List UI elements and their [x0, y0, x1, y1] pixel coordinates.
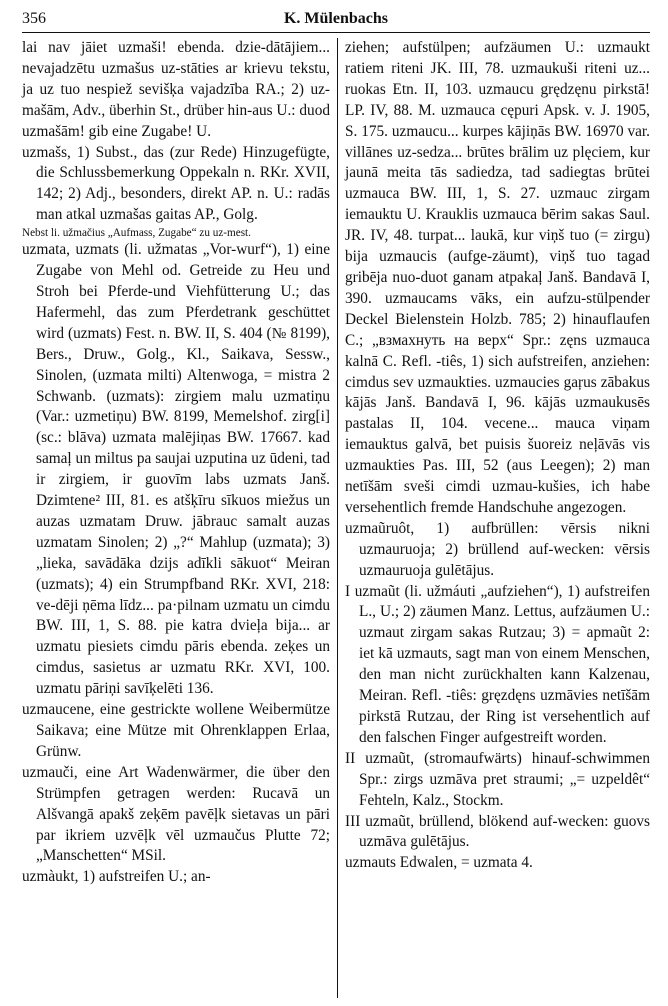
entry-uzmauci: uzmauči, eine Art Wadenwärmer, die über den Strümpfen getragen werden: Rucavā un Alšvangā apakš zeķēm pavēļk sietavas un pāri par ikriem uzvēļk vēl uzmaučus Plutte 72; „Manschetten“ MSil.: [22, 763, 330, 865]
entry-uzmaukt: uzmàukt, 1) aufstreifen U.; an-: [22, 868, 211, 886]
entry-uzmass: uzmašs, 1) Subst., das (zur Rede) Hinzugefügte, die Schlussbemerkung Oppekaln n. RKr. XVII, 142; 2) Adj., besonders, direkt AP. n. U.: radās man atkal uzmašas gaitas AP., Golg.: [22, 143, 330, 224]
entry-uzmaucene: uzmaucene, eine gestrickte wollene Weibermütze Saikava; eine Mütze mit Ohrenklappen Erlaa, Grünw.: [22, 701, 330, 760]
page-header: [22, 8, 650, 33]
entry-uzmauruot: uzmaũruôt, 1) aufbrüllen: vērsis nikni uzmauruoja; 2) brüllend auf-wecken: vērsis uzmauruoja gulētājus.: [345, 519, 650, 579]
entry-uzmaut-1: I uzmaũt (li. užmáuti „aufziehen“), 1) aufstreifen L., U.; 2) zäumen Manz. Lettus, aufzäumen U.: uzmaut zirgam sakas Rutzau; 3) = apmaũt 2: iet kā uzmauts, sagt man von einem Menschen, den man nicht zurückhalten kann Kalzenau, Meiran. Refl. -tiês: gręzdęns uzmāvies netīšām pirkstā Rutzau, der Ring ist versehentlich auf den falschen Finger aufgestreift worden.: [345, 582, 650, 746]
entry-uzmauts: uzmauts Edwalen, = uzmata 4.: [345, 854, 533, 872]
entry-uzmasam-continued: lai nav jāiet uzmaši! ebenda. dzie-dātājiem... nevajadzētu uzmašus uz-stāties ar krievu tekstu, ja uz tuo nespiež sevišķa vajadzība RA.; 2) uz-mašām, Adv., überhin St., drüber hin-aus U.: duod uzmašām! gib eine Zugabe! U.: [22, 39, 330, 140]
entry-uzmata: uzmata, uzmats (li. užmatas „Vor-wurf“), 1) eine Zugabe von Mehl od. Getreide zu Heu und Stroh bei Pferde-und Viehfütterung U.; das Hafermehl, das zum Pferdetrank geschüttet wird (uzmats) Fest. n. BW. II, S. 404 (№ 8199), Bers., Druw., Golg., Kl., Saikava, Sessw., Sinolen, (uzmata milti) Altenwoga, = mistra 2 Schwanb. (uzmats): zirgiem malu uzmatiņu (Var.: uzmetiņu) BW. 8199, Memelshof. zirg[i] (sc.: blāva) uzmata malējiņas BW. 17667. kad samaļ un miltus pa saujai uzputina uz ūdeni, tad ir zirgiem, ir guovīm labs uzmats Janš. Dzimtene² III, 81. es atšķīru sīkuos miežus un auzas uzmatam Druw. jābrauc samalt auzas uzmatam Sinolen; 2) „?“ Mahlup (uzmata); 3) „lieka, savādāka dzijs adīkli sākuot“ Meiran (uzmats); 4) ein Strumpfband RKr. XVI, 218: ve-dēji ņēma līdz... pa·pilnam uzmatu un cimdu BW. III, 1, S. 88. pie katra dvieļa bija... ar uzmatu piesiets cimdu pāris ebenda. zeķes un cimdus, sasietus ar uzmatu RKr. XVI, 100. uzmatu pāriņi savīķelēti 136.: [22, 241, 330, 698]
left-column: [22, 38, 330, 888]
entry-uzmaukt-continued: ziehen; aufstülpen; aufzäumen U.: uzmaukt ratiem riteni JK. III, 78. uzmaukuši riteni uz... ruokas Etn. II, 103. uzmaucu grędzęnu pirkstā! LP. IV, 88. M. uzmauca cępuri Apsk. v. J. 1905, S. 175. uzmaucu... kurpes kājiņās BW. 16970 var. villānes uz-sedza... brūtes brālim uz plęciem, kur jaunā meita tās sadiedza, tad sadiegtas brūtei uzmauca BW. III, 1, S. 27. uzmauc zirgam iemauktu U. Krauklis uzmauca bērim sakas Saul. JR. IV, 48. turpat... laukā, kur viņš tuo (= zirgu) bija uzmaucis (aufge-zäumt), viņš tuo tagad gribēja nuo-duot ganam atpakaļ Janš. Bandavā I, 390. uzmaucams vāks, ein aufzu-stülpender Deckel Bielenstein Holzb. 785; 2) hinauflaufen C.; „взмахнуть на верх“ Spr.: zęns uzmauca kalnā C. Refl. -tiês, 1) sich aufstreifen, anziehen: cimdus sev uzmaukties. uzmaucies gaŗus zābakus kājās Janš. Bandavā I, 96. kājās uzmaukusēs pastalas II, 104. vecene... mauca viņam iemauktus galvā, bet puisis šuoreiz neļāvās vis uzmaukties Pas. III, 52 (aus Leegen); 2) man netīšām sveši cimdi uzmau-kušies, ich habe versehentlich fremde Handschuhe angezogen.: [345, 39, 650, 516]
entry-uzmaut-3: III uzmaũt, brüllend, blökend auf-wecken: guovs uzmāva gulētājus.: [345, 812, 650, 851]
entry-uzmass-note: Nebst li. užmačius „Aufmass, Zugabe“ zu uz-mest.: [22, 227, 251, 240]
entry-uzmaut-2: II uzmaũt, (stromaufwärts) hinauf-schwimmen Spr.: zirgs uzmāva pret straumi; „= uzpeldêt“ Fehteln, Kalz., Stockm.: [345, 749, 650, 809]
column-divider: [337, 38, 338, 998]
right-column: [345, 38, 650, 874]
page-number: 356: [22, 10, 46, 27]
running-head: K. Mülenbachs: [283, 10, 388, 27]
